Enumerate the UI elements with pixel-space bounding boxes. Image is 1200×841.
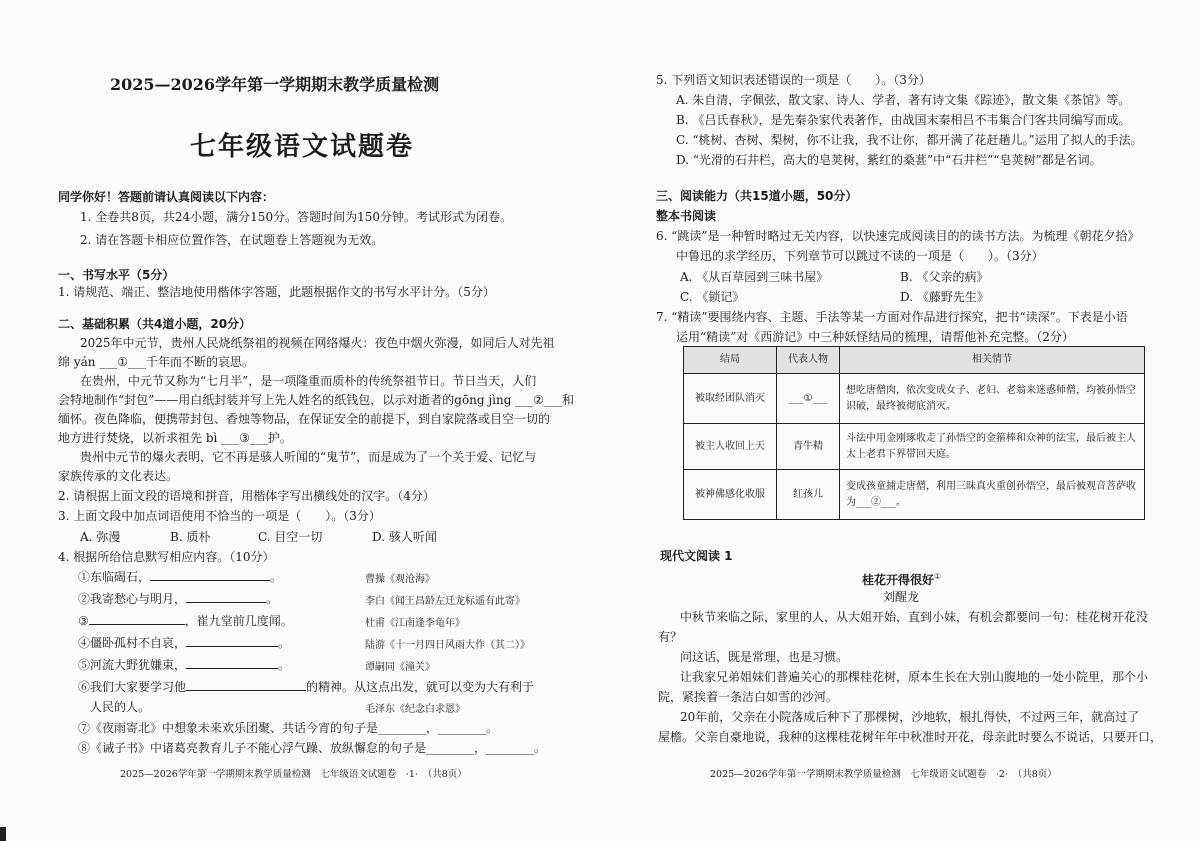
passage-line: 绵 yán ___①___千年而不断的哀思。 bbox=[58, 355, 255, 369]
question-6: 6. “跳读”是一种暂时略过无关内容，以快速完成阅读目的的读书方法。为梳理《朝花夕拾》 bbox=[656, 229, 1140, 243]
xiyouji-table bbox=[683, 346, 1145, 520]
footnote-marker: ① bbox=[934, 572, 942, 581]
article-paragraph: 问这话，既是常理，也是习惯。 bbox=[680, 650, 849, 664]
verse-text: 。 bbox=[266, 592, 279, 606]
section-2-heading: 二、基础积累（共4道小题，20分） bbox=[58, 317, 252, 331]
article-paragraph: 有？ bbox=[658, 630, 683, 644]
question-2: 2. 请根据上面文段的语境和拼音，用楷体字写出横线处的汉字。（4分） bbox=[58, 489, 435, 503]
table-cell: 被主人收回上天 bbox=[684, 424, 777, 470]
verse-text: ①东临碣石， bbox=[78, 570, 151, 584]
q3-option-c: C. 目空一切 bbox=[258, 530, 323, 544]
q3-option-a: A. 弥漫 bbox=[80, 530, 121, 544]
verse-text: ，崔九堂前几度闻。 bbox=[184, 614, 293, 628]
article-paragraph: 中秋节来临之际，家里的人，从大姐开始，直到小妹，有机会都要问一句：桂花树开花没 bbox=[680, 610, 1149, 624]
answer-blank[interactable] bbox=[186, 590, 266, 603]
answer-blank[interactable] bbox=[186, 656, 278, 669]
article-title-text: 桂花开得很好 bbox=[862, 573, 935, 587]
passage-line: 地方进行焚烧，以祈求祖先 bì ___③___护。 bbox=[58, 431, 292, 445]
verse-6 bbox=[78, 677, 534, 697]
table-cell: 青牛精 bbox=[777, 424, 840, 470]
verse-text: 的精神。从这点出发，就可以变为大有利于 bbox=[306, 680, 535, 694]
subsection-whole-book: 整本书阅读 bbox=[656, 209, 717, 223]
verse-source: 曹操《观沧海》 bbox=[365, 574, 435, 585]
question-1: 1. 请规范、端正、整洁地使用楷体字答题，此题根据作文的书写水平计分。（5分） bbox=[58, 285, 495, 299]
article-paragraph: 让我家兄弟姐妹们普遍关心的那棵桂花树，原本生长在大别山腹地的一处小院里，那个小 bbox=[680, 670, 1149, 684]
scan-edge-mark bbox=[0, 827, 6, 841]
verse-source: 陆游《十一月四日风雨大作（其二）》 bbox=[365, 640, 530, 651]
notice-item-1: 1. 全卷共8页，共24小题，满分150分。答题时间为150分钟。考试形式为闭卷。 bbox=[80, 210, 512, 224]
table-header: 相关情节 bbox=[840, 347, 1145, 374]
article-author: 刘醒龙 bbox=[883, 590, 920, 604]
table-cell: 被神佛感化收服 bbox=[684, 470, 777, 520]
passage-line: 贵州中元节的爆火表明，它不再是骇人听闻的“鬼节”，而是成为了一个关于爱、记忆与 bbox=[80, 450, 537, 464]
subsection-modern-reading: 现代文阅读 1 bbox=[660, 549, 733, 563]
section-3-heading: 三、阅读能力（共15道小题，50分） bbox=[656, 189, 858, 203]
passage-line: 在贵州，中元节又称为“七月半”，是一项隆重而质朴的传统祭祖节日。节日当天，人们 bbox=[80, 374, 537, 388]
verse-text: ②我寄愁心与明月， bbox=[78, 592, 187, 606]
question-6-cont: 中鲁迅的求学经历，下列章节可以跳过不读的一项是（ ）。（3分） bbox=[676, 249, 1044, 263]
question-7-cont: 运用“精读”对《西游记》中三种妖怪结局的梳理，请帮他补充完整。（2分） bbox=[676, 330, 1074, 344]
exam-subtitle: 七年级语文试题卷 bbox=[190, 132, 415, 162]
verse-7: ⑦《夜雨寄北》中想象未来欢乐团聚、共话今宵的句子是________，________。 bbox=[78, 721, 499, 735]
page-footer: 2025—2026学年第一学期期末教学质量检测 七年级语文试题卷 ·2· （共8页） bbox=[710, 769, 1057, 780]
q6-option-c: C. 《锁记》 bbox=[680, 290, 745, 304]
table-row bbox=[684, 374, 1145, 424]
q6-option-d: D. 《藤野先生》 bbox=[900, 290, 989, 304]
table-cell-with-blank[interactable]: 变成孩童捕走唐僧，利用三昧真火重创孙悟空，最后被观音菩萨收为___②___。 bbox=[840, 470, 1145, 520]
answer-blank[interactable] bbox=[150, 568, 270, 581]
question-7: 7. “精读”要围绕内容、主题、手法等某一方面对作品进行探究，把书“读深”。下表是小语 bbox=[656, 310, 1128, 324]
q3-option-b: B. 质朴 bbox=[170, 530, 211, 544]
exam-title: 2025—2026学年第一学期期末教学质量检测 bbox=[110, 75, 440, 94]
verse-3 bbox=[78, 611, 293, 631]
verse-source: 谭嗣同《潼关》 bbox=[365, 662, 435, 673]
q5-option-a: A. 朱自清，字佩弦，散文家、诗人、学者，著有诗文集《踪迹》，散文集《茶馆》等。 bbox=[676, 93, 1131, 107]
passage-line: 缅怀。夜色降临，便携带封包、香烛等物品，在保证安全的前提下，到自家院落或目空一切的 bbox=[58, 412, 551, 426]
verse-text: 。 bbox=[278, 658, 291, 672]
table-row bbox=[684, 424, 1145, 470]
table-header-row bbox=[684, 347, 1145, 374]
verse-text: ③ bbox=[78, 614, 89, 628]
article-paragraph: 院，紧挨着一条洁白如雪的沙河。 bbox=[658, 690, 839, 704]
verse-source: 杜甫《江南逢李龟年》 bbox=[365, 618, 465, 629]
verse-5 bbox=[78, 655, 290, 675]
q5-option-d: D. “光滑的石井栏，高大的皂荚树，紫红的桑葚”中“石井栏”“皂荚树”都是名词。 bbox=[676, 153, 1102, 167]
article-paragraph: 20年前，父亲在小院落成后种下了那棵树，沙地软，根扎得快，不过两三年，就高过了 bbox=[680, 710, 1140, 724]
table-header: 代表人物 bbox=[777, 347, 840, 374]
verse-text: 。 bbox=[270, 570, 283, 584]
notice-item-2: 2. 请在答题卡相应位置作答，在试题卷上答题视为无效。 bbox=[80, 233, 384, 247]
verse-text: ④僵卧孤村不自哀， bbox=[78, 636, 187, 650]
verse-source: 毛泽东《纪念白求恩》 bbox=[365, 704, 465, 715]
table-cell: 被取经团队消灭 bbox=[684, 374, 777, 424]
table-cell: 红孩儿 bbox=[777, 470, 840, 520]
question-5: 5. 下列语文知识表述错误的一项是（ ）。（3分） bbox=[656, 73, 931, 87]
verse-source: 李白《闻王昌龄左迁龙标遥有此寄》 bbox=[365, 596, 525, 607]
q5-option-c: C. “桃树、杏树、梨树，你不让我，我不让你，都开满了花赶趟儿。”运用了拟人的手法。 bbox=[676, 133, 1143, 147]
q3-option-d: D. 骇人听闻 bbox=[372, 530, 437, 544]
verse-1 bbox=[78, 567, 282, 587]
table-cell: 斗法中用金刚琢收走了孙悟空的金箍棒和众神的法宝，最后被主人太上老君下界带回天庭。 bbox=[840, 424, 1145, 470]
question-3: 3. 上面文段中加点词语使用不恰当的一项是（ ）。（3分） bbox=[58, 509, 381, 523]
left-page bbox=[0, 0, 590, 841]
verse-8: ⑧《诫子书》中诸葛亮教育儿子不能心浮气躁、放纵懈怠的句子是________，________。 bbox=[78, 741, 547, 755]
q6-option-a: A. 《从百草园到三味书屋》 bbox=[680, 270, 829, 284]
table-row bbox=[684, 470, 1145, 520]
section-1-heading: 一、书写水平（5分） bbox=[58, 268, 175, 282]
answer-blank[interactable] bbox=[89, 612, 185, 625]
passage-line: 会特地制作“封包”——用白纸封装并写上先人姓名的纸钱包，以示对逝者的gōng jìng ___②___和 bbox=[58, 393, 574, 407]
verse-4 bbox=[78, 633, 290, 653]
table-cell: 想吃唐僧肉，依次变成女子、老妇、老翁来迷惑师僧，均被孙悟空识破，最终被彻底消灭。 bbox=[840, 374, 1145, 424]
right-page bbox=[600, 0, 1200, 841]
article-paragraph: 屋檐。父亲自豪地说，我种的这棵桂花树年年中秋准时开花，母亲此时要么不说话，只要开口， bbox=[658, 730, 1163, 744]
page-footer: 2025—2026学年第一学期期末教学质量检测 七年级语文试题卷 ·1· （共8页） bbox=[120, 769, 467, 780]
verse-text: 。 bbox=[278, 636, 291, 650]
notice-heading: 同学你好！答题前请认真阅读以下内容： bbox=[58, 190, 275, 204]
q6-option-b: B. 《父亲的病》 bbox=[900, 270, 989, 284]
question-4: 4. 根据所给信息默写相应内容。（10分） bbox=[58, 550, 275, 564]
answer-blank[interactable] bbox=[186, 678, 306, 691]
q5-option-b: B. 《吕氏春秋》，是先秦杂家代表著作，由战国末秦相吕不韦集合门客共同编写而成。 bbox=[676, 113, 1131, 127]
verse-text: ⑥我们大家要学习他 bbox=[78, 680, 187, 694]
verse-text: ⑤河流大野犹嫌束， bbox=[78, 658, 187, 672]
answer-blank[interactable] bbox=[186, 634, 278, 647]
passage-line: 2025年中元节，贵州人民烧纸祭祖的视频在网络爆火：夜色中烟火弥漫，如同后人对先祖 bbox=[80, 336, 555, 350]
passage-line: 家族传承的文化表达。 bbox=[58, 469, 179, 483]
verse-6-continued: 人民的人。 bbox=[90, 700, 151, 714]
verse-2 bbox=[78, 589, 278, 609]
table-header: 结局 bbox=[684, 347, 777, 374]
table-cell-blank[interactable]: ___①___ bbox=[777, 374, 840, 424]
